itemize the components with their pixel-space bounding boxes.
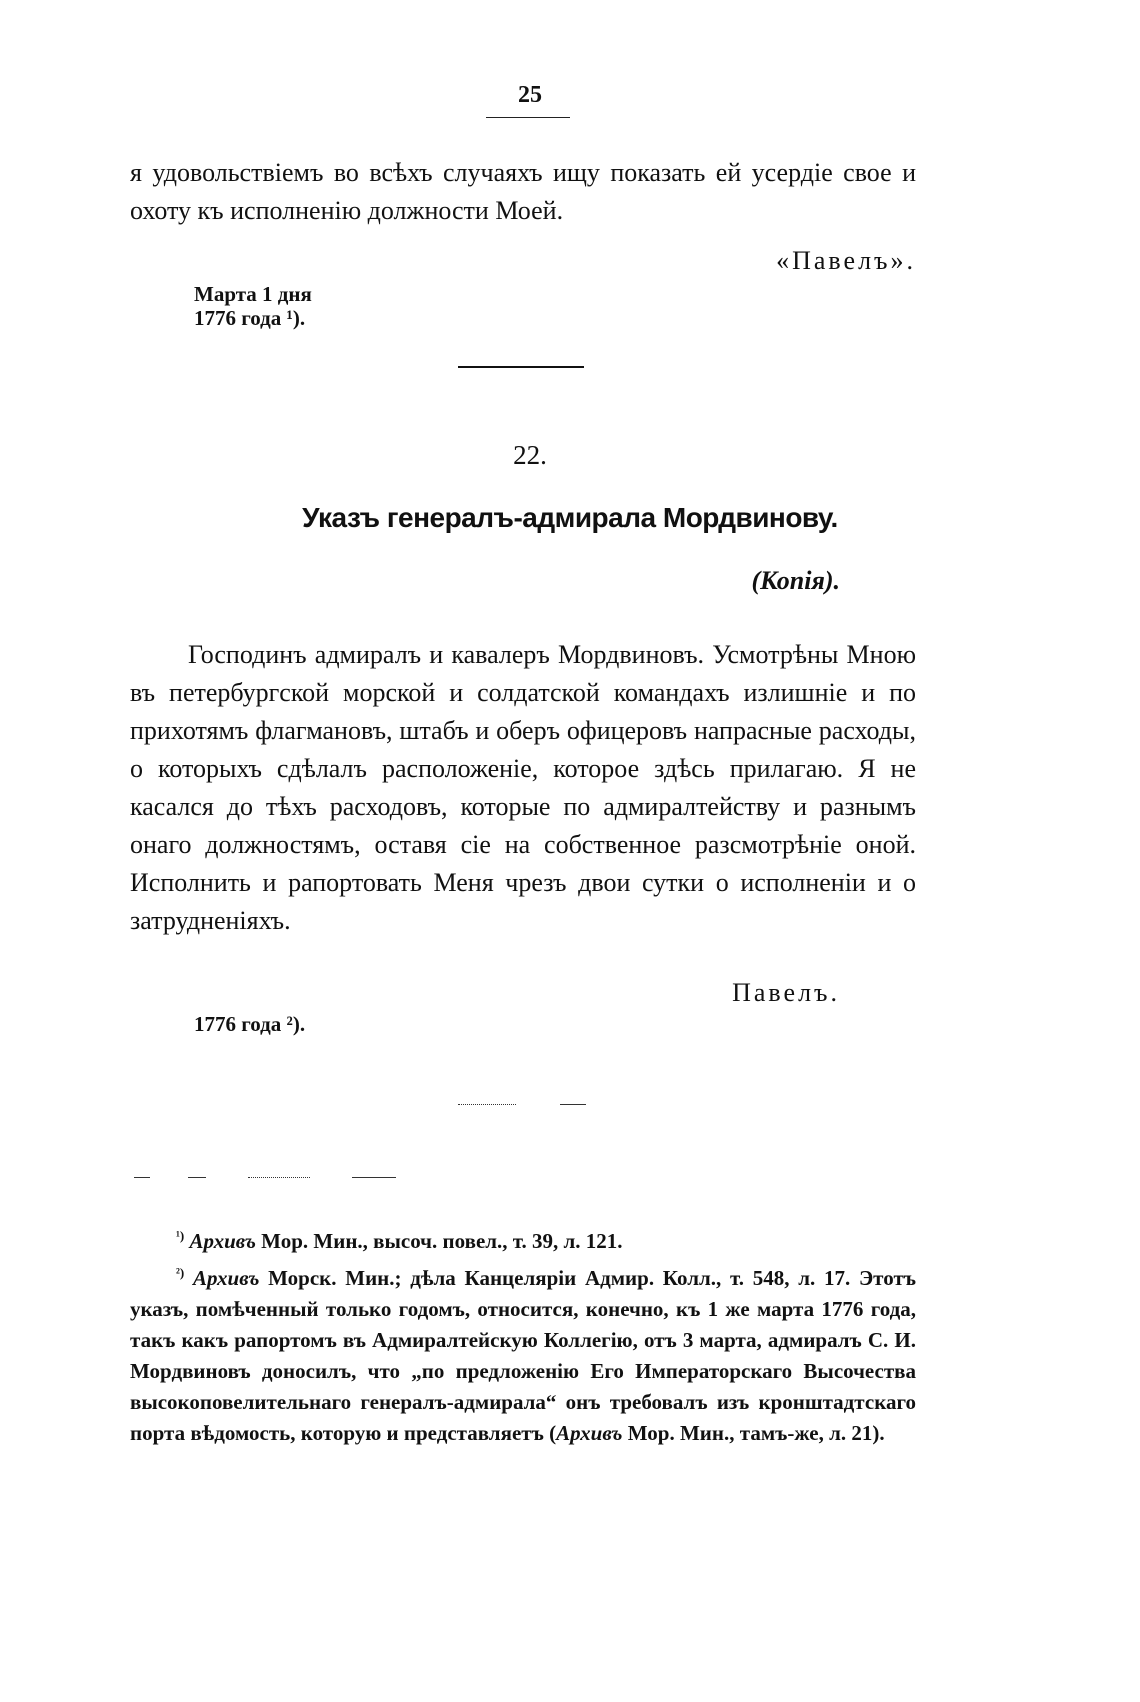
footnote-source: Архивъ: [189, 1229, 256, 1253]
page-number-rule: [486, 117, 570, 118]
footnote-text-2: Мор. Мин., тамъ-же, л. 21).: [622, 1421, 885, 1445]
footnote-separator-2: [188, 1177, 206, 1178]
date-line-2: 1776 года ¹).: [194, 306, 306, 330]
footnote-source: Архивъ: [192, 1266, 260, 1290]
footnote-source-2: Архивъ: [556, 1421, 623, 1445]
footnote-mark: ²): [176, 1265, 185, 1280]
section-separator: [458, 366, 584, 368]
document-signature: Павелъ.: [732, 978, 840, 1007]
footnote-separator-4: [352, 1177, 396, 1178]
footnote-text: Мор. Мин., высоч. повел., т. 39, л. 121.: [255, 1229, 623, 1253]
page-number: 25: [518, 82, 542, 108]
previous-document-date: [194, 282, 312, 330]
document-number: 22.: [513, 440, 547, 470]
previous-document-text: я удовольствіемъ во всѣхъ случаяхъ ищу показать ей усердіе свое и охоту къ исполненію должности Моей.: [130, 158, 916, 225]
previous-document-signature: «Павелъ».: [776, 246, 916, 275]
footnote-separator-3: [248, 1177, 310, 1178]
footnotes: [130, 1220, 916, 1449]
date-line-1: Марта 1 дня: [194, 282, 312, 306]
copy-note: (Копія).: [751, 566, 840, 595]
end-separator-left: [458, 1104, 516, 1105]
footnote-mark: ¹): [176, 1228, 185, 1243]
footnote-separator-1: [134, 1177, 150, 1178]
footnote-text: Морск. Мин.; дѣла Канцеляріи Адмир. Колл., т. 548, л. 17. Этотъ указъ, помѣченный только годомъ, относится, конечно, къ 1 же марта 1776 года, такъ какъ рапортомъ въ Адмиралтейскую Коллегію, отъ 3 марта, адмиралъ С. И. Мордвиновъ доносилъ, что „по предложенію Его Императорскаго Высочества высокоповелительнаго генералъ-адмирала“ онъ требовалъ изъ кронштадтскаго порта вѣдомость, которую и представляетъ (: [130, 1266, 917, 1445]
footnote-1: [130, 1220, 916, 1257]
end-separator-right: [560, 1104, 586, 1105]
footnote-2: [130, 1257, 916, 1449]
document-date: 1776 года ²).: [194, 1012, 306, 1036]
document-body: Господинъ адмиралъ и кавалеръ Мордвиновъ. Усмотрѣны Мною въ петербургской морской и солдатской командахъ излишніе и по прихотямъ флагмановъ, штабъ и оберъ офицеровъ напрасные расходы, о которыхъ сдѣлалъ расположеніе, которое здѣсь прилагаю. Я не касался до тѣхъ расходовъ, которые по адмиралтейству и разнымъ онаго должностямъ, оставя сіе на собственное разсмотрѣніе оной. Исполнить и рапортовать Меня чрезъ двои сутки о исполненіи и о затрудненіяхъ.: [130, 640, 916, 935]
document-title: Указъ генералъ-адмирала Мордвинову.: [302, 502, 838, 533]
